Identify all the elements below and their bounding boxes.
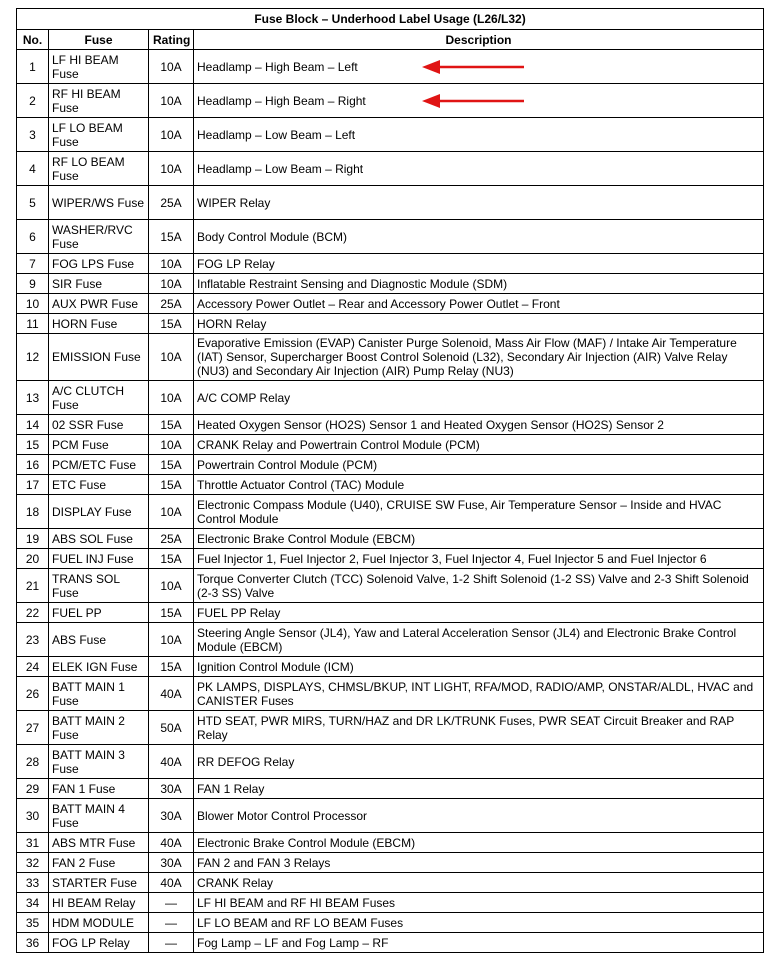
fuse-description: Electronic Brake Control Module (EBCM) [194, 833, 764, 853]
table-row [17, 893, 764, 913]
fuse-description: FAN 2 and FAN 3 Relays [194, 853, 764, 873]
fuse-rating: 10A [149, 254, 194, 274]
table-row [17, 84, 764, 118]
fuse-description: FUEL PP Relay [194, 603, 764, 623]
header-no: No. [17, 30, 49, 50]
fuse-number: 13 [17, 381, 49, 415]
fuse-number: 15 [17, 435, 49, 455]
fuse-name: WASHER/RVC Fuse [49, 220, 149, 254]
fuse-number: 32 [17, 853, 49, 873]
fuse-number: 14 [17, 415, 49, 435]
table-row [17, 455, 764, 475]
red-arrow-icon [422, 94, 526, 108]
fuse-table [16, 8, 764, 953]
fuse-name: ABS Fuse [49, 623, 149, 657]
fuse-description: Throttle Actuator Control (TAC) Module [194, 475, 764, 495]
fuse-name: DISPLAY Fuse [49, 495, 149, 529]
fuse-name: PCM Fuse [49, 435, 149, 455]
fuse-number: 35 [17, 913, 49, 933]
fuse-rating: 10A [149, 50, 194, 84]
fuse-number: 10 [17, 294, 49, 314]
fuse-name: HI BEAM Relay [49, 893, 149, 913]
fuse-name: HDM MODULE [49, 913, 149, 933]
fuse-description: Evaporative Emission (EVAP) Canister Purge Solenoid, Mass Air Flow (MAF) / Intake Air Temperature (IAT) Sensor, Supercharger Boost Control Solenoid (L32), Secondary Air Injection (AIR) Valve Relay (NU3) and Secondary Air Injection (AIR) Pump Relay (NU3) [194, 334, 764, 381]
fuse-name: LF LO BEAM Fuse [49, 118, 149, 152]
table-row [17, 623, 764, 657]
fuse-description: HORN Relay [194, 314, 764, 334]
table-title: Fuse Block – Underhood Label Usage (L26/L32) [17, 9, 764, 30]
fuse-description: FAN 1 Relay [194, 779, 764, 799]
fuse-name: AUX PWR Fuse [49, 294, 149, 314]
fuse-name: TRANS SOL Fuse [49, 569, 149, 603]
fuse-name: BATT MAIN 3 Fuse [49, 745, 149, 779]
table-row [17, 220, 764, 254]
table-row [17, 475, 764, 495]
fuse-name: FOG LP Relay [49, 933, 149, 953]
fuse-name: HORN Fuse [49, 314, 149, 334]
fuse-name: BATT MAIN 1 Fuse [49, 677, 149, 711]
table-row [17, 152, 764, 186]
fuse-number: 4 [17, 152, 49, 186]
fuse-rating: 10A [149, 152, 194, 186]
fuse-number: 24 [17, 657, 49, 677]
fuse-name: WIPER/WS Fuse [49, 186, 149, 220]
table-row [17, 50, 764, 84]
table-row [17, 657, 764, 677]
fuse-description: CRANK Relay and Powertrain Control Module (PCM) [194, 435, 764, 455]
fuse-name: STARTER Fuse [49, 873, 149, 893]
fuse-rating: 15A [149, 603, 194, 623]
table-row [17, 779, 764, 799]
table-row [17, 913, 764, 933]
table-row [17, 415, 764, 435]
fuse-description: Fuel Injector 1, Fuel Injector 2, Fuel Injector 3, Fuel Injector 4, Fuel Injector 5 and Fuel Injector 6 [194, 549, 764, 569]
header-description: Description [194, 30, 764, 50]
fuse-number: 21 [17, 569, 49, 603]
table-row [17, 118, 764, 152]
fuse-name: SIR Fuse [49, 274, 149, 294]
table-row [17, 745, 764, 779]
fuse-name: 02 SSR Fuse [49, 415, 149, 435]
fuse-name: ABS MTR Fuse [49, 833, 149, 853]
table-row [17, 549, 764, 569]
table-row [17, 274, 764, 294]
fuse-rating: 15A [149, 657, 194, 677]
fuse-description: Torque Converter Clutch (TCC) Solenoid Valve, 1-2 Shift Solenoid (1-2 SS) Valve and 2-3 Shift Solenoid (2-3 SS) Valve [194, 569, 764, 603]
header-fuse: Fuse [49, 30, 149, 50]
fuse-rating: 10A [149, 381, 194, 415]
fuse-rating: 10A [149, 84, 194, 118]
fuse-rating: 15A [149, 220, 194, 254]
table-row [17, 381, 764, 415]
fuse-description: Body Control Module (BCM) [194, 220, 764, 254]
fuse-description: PK LAMPS, DISPLAYS, CHMSL/BKUP, INT LIGHT, RFA/MOD, RADIO/AMP, ONSTAR/ALDL, HVAC and CANISTER Fuses [194, 677, 764, 711]
fuse-rating: 15A [149, 314, 194, 334]
fuse-number: 31 [17, 833, 49, 853]
fuse-description: Headlamp – High Beam – Left [194, 50, 764, 84]
fuse-rating: 10A [149, 495, 194, 529]
fuse-number: 19 [17, 529, 49, 549]
fuse-number: 23 [17, 623, 49, 657]
fuse-description: Steering Angle Sensor (JL4), Yaw and Lateral Acceleration Sensor (JL4) and Electronic Brake Control Module (EBCM) [194, 623, 764, 657]
fuse-rating: 40A [149, 745, 194, 779]
table-row [17, 603, 764, 623]
fuse-number: 30 [17, 799, 49, 833]
table-body [17, 50, 764, 953]
fuse-rating: 10A [149, 623, 194, 657]
fuse-description: LF LO BEAM and RF LO BEAM Fuses [194, 913, 764, 933]
fuse-rating: 30A [149, 799, 194, 833]
table-row [17, 711, 764, 745]
fuse-name: FOG LPS Fuse [49, 254, 149, 274]
fuse-description: LF HI BEAM and RF HI BEAM Fuses [194, 893, 764, 913]
fuse-description: Powertrain Control Module (PCM) [194, 455, 764, 475]
fuse-description: Ignition Control Module (ICM) [194, 657, 764, 677]
fuse-number: 22 [17, 603, 49, 623]
fuse-name: PCM/ETC Fuse [49, 455, 149, 475]
fuse-number: 27 [17, 711, 49, 745]
table-row [17, 853, 764, 873]
fuse-number: 12 [17, 334, 49, 381]
fuse-number: 6 [17, 220, 49, 254]
fuse-description: Blower Motor Control Processor [194, 799, 764, 833]
table-row [17, 799, 764, 833]
fuse-rating: 25A [149, 186, 194, 220]
fuse-number: 17 [17, 475, 49, 495]
table-row [17, 294, 764, 314]
fuse-name: FAN 2 Fuse [49, 853, 149, 873]
fuse-description: RR DEFOG Relay [194, 745, 764, 779]
fuse-number: 3 [17, 118, 49, 152]
fuse-name: ABS SOL Fuse [49, 529, 149, 549]
fuse-number: 5 [17, 186, 49, 220]
table-row [17, 873, 764, 893]
fuse-description: Heated Oxygen Sensor (HO2S) Sensor 1 and Heated Oxygen Sensor (HO2S) Sensor 2 [194, 415, 764, 435]
fuse-rating: — [149, 933, 194, 953]
fuse-description: FOG LP Relay [194, 254, 764, 274]
fuse-name: BATT MAIN 4 Fuse [49, 799, 149, 833]
table-row [17, 435, 764, 455]
fuse-table-container [16, 8, 763, 953]
fuse-number: 9 [17, 274, 49, 294]
fuse-description: Headlamp – Low Beam – Left [194, 118, 764, 152]
fuse-rating: 25A [149, 294, 194, 314]
fuse-description: A/C COMP Relay [194, 381, 764, 415]
fuse-rating: 10A [149, 118, 194, 152]
fuse-description: Fog Lamp – LF and Fog Lamp – RF [194, 933, 764, 953]
fuse-rating: 50A [149, 711, 194, 745]
fuse-rating: 30A [149, 853, 194, 873]
fuse-name: ETC Fuse [49, 475, 149, 495]
fuse-rating: — [149, 913, 194, 933]
table-row [17, 569, 764, 603]
fuse-name: RF HI BEAM Fuse [49, 84, 149, 118]
table-row [17, 933, 764, 953]
fuse-description: Headlamp – Low Beam – Right [194, 152, 764, 186]
fuse-name: FUEL PP [49, 603, 149, 623]
fuse-number: 36 [17, 933, 49, 953]
fuse-number: 2 [17, 84, 49, 118]
fuse-description: WIPER Relay [194, 186, 764, 220]
fuse-name: BATT MAIN 2 Fuse [49, 711, 149, 745]
fuse-number: 11 [17, 314, 49, 334]
fuse-number: 1 [17, 50, 49, 84]
fuse-rating: 10A [149, 569, 194, 603]
fuse-description: Headlamp – High Beam – Right [194, 84, 764, 118]
fuse-number: 20 [17, 549, 49, 569]
table-row [17, 334, 764, 381]
fuse-rating: 10A [149, 274, 194, 294]
fuse-rating: 10A [149, 334, 194, 381]
fuse-rating: 40A [149, 677, 194, 711]
fuse-number: 29 [17, 779, 49, 799]
red-arrow-icon [422, 60, 526, 74]
fuse-name: A/C CLUTCH Fuse [49, 381, 149, 415]
fuse-description: Electronic Compass Module (U40), CRUISE SW Fuse, Air Temperature Sensor – Inside and HVAC Control Module [194, 495, 764, 529]
table-row [17, 833, 764, 853]
fuse-description: Inflatable Restraint Sensing and Diagnostic Module (SDM) [194, 274, 764, 294]
fuse-rating: 30A [149, 779, 194, 799]
fuse-name: EMISSION Fuse [49, 334, 149, 381]
fuse-rating: 15A [149, 455, 194, 475]
fuse-number: 28 [17, 745, 49, 779]
table-row [17, 495, 764, 529]
fuse-description: HTD SEAT, PWR MIRS, TURN/HAZ and DR LK/TRUNK Fuses, PWR SEAT Circuit Breaker and RAP Relay [194, 711, 764, 745]
fuse-rating: 40A [149, 833, 194, 853]
fuse-rating: 40A [149, 873, 194, 893]
fuse-name: FAN 1 Fuse [49, 779, 149, 799]
table-row [17, 186, 764, 220]
table-row [17, 314, 764, 334]
fuse-description: Electronic Brake Control Module (EBCM) [194, 529, 764, 549]
fuse-rating: 15A [149, 475, 194, 495]
fuse-name: LF HI BEAM Fuse [49, 50, 149, 84]
fuse-rating: — [149, 893, 194, 913]
fuse-rating: 10A [149, 435, 194, 455]
fuse-rating: 15A [149, 415, 194, 435]
fuse-rating: 25A [149, 529, 194, 549]
fuse-description: CRANK Relay [194, 873, 764, 893]
fuse-name: FUEL INJ Fuse [49, 549, 149, 569]
fuse-number: 18 [17, 495, 49, 529]
fuse-number: 33 [17, 873, 49, 893]
fuse-number: 34 [17, 893, 49, 913]
fuse-name: RF LO BEAM Fuse [49, 152, 149, 186]
table-row [17, 529, 764, 549]
fuse-rating: 15A [149, 549, 194, 569]
fuse-name: ELEK IGN Fuse [49, 657, 149, 677]
fuse-description: Accessory Power Outlet – Rear and Accessory Power Outlet – Front [194, 294, 764, 314]
table-row [17, 254, 764, 274]
table-row [17, 677, 764, 711]
fuse-number: 16 [17, 455, 49, 475]
fuse-number: 26 [17, 677, 49, 711]
header-rating: Rating [149, 30, 194, 50]
fuse-number: 7 [17, 254, 49, 274]
